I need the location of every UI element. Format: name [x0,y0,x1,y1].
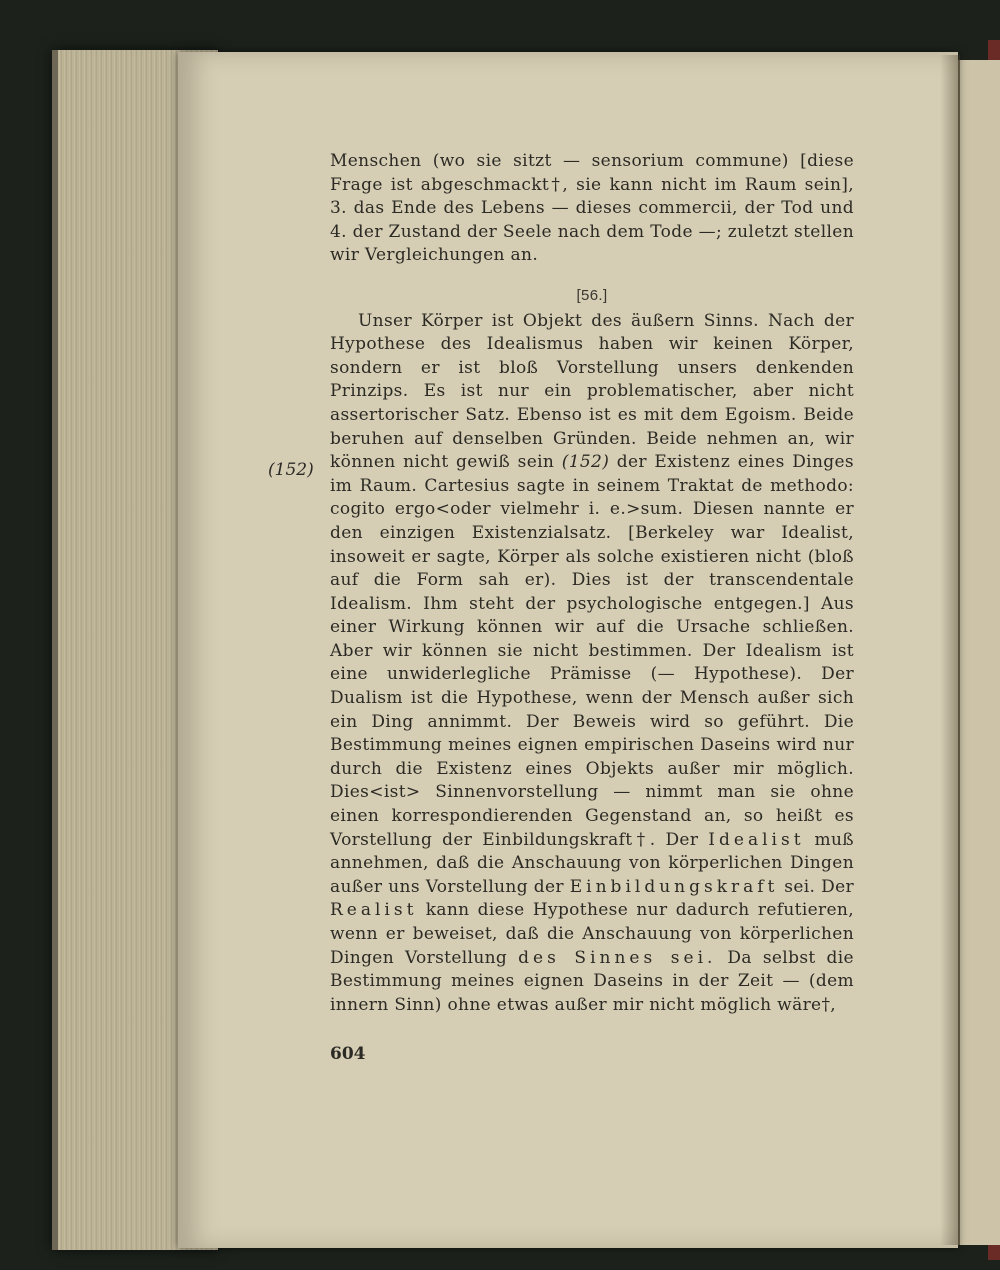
text-segment: muß annehmen, daß die Anschauung von körperlichen Dingen außer uns Vorstellung der [330,829,854,897]
text-segment: Da selbst die Bestimmung meines eignen Daseins in der Zeit — (dem innern Sinn) ohne etwas außer mir nicht möglich wäre†, [330,947,854,1015]
text-segment: der Existenz eines Dinges im Raum. Cartesius sagte in seinem Traktat de methodo: cogito ergo<oder vielmehr i. e.>sum. Diesen nannte er den einzigen Existenzialsatz. [Berkeley war Idealist, insoweit er sagte, Körper als solche existieren nicht (bloß auf die Form sah er). Dies ist der transcendentale Idealism. Ihm steht der psychologische entgegen.] Aus einer Wirkung können wir auf die Ursache schließen. Aber wir können sie nicht bestimmen. Der Idealism ist eine unwiderlegliche Prämisse (— Hypothese). Der Dualism ist die Hypothese, wenn der Mensch außer sich ein Ding annimmt. Der Beweis wird so geführt. Die Bestimmung meines eignen empirischen Daseins wird nur durch die Existenz eines Objekts außer mir möglich. Dies<ist> Sinnenvorstellung — nimmt man sie ohne einen korrespondierenden Gegenstand an, so heißt es Vorstellung der Einbildungskraft†. Der [330,452,854,850]
paragraph-main [330,310,854,1018]
section-marker: [56.] [576,286,608,304]
text-segment: kann diese Hypothese nur dadurch refutieren, wenn er beweiset, daß die Anschauung von körperlichen Dingen Vorstellung [330,900,854,968]
spaced-term-realist: Realist [330,900,418,921]
spaced-term-idealist: Idealist [708,829,805,850]
page-number: 604 [330,1044,366,1064]
spaced-term-einbildungskraft: Einbildungskraft [569,876,779,897]
inline-reference: (152) [561,452,610,473]
facing-page-edge [958,60,1000,1245]
page-text [330,150,854,1017]
paragraph-continued: Menschen (wo sie sitzt — sensorium commune) [diese Frage ist abgeschmackt†, sie kann nicht im Raum sein], 3. das Ende des Lebens — dieses commercii, der Tod und 4. der Zustand der Seele nach dem Tode —; zuletzt stellen wir Vergleichungen an. [330,151,854,266]
text-segment: sei. Der [784,876,854,897]
gutter-shadow [940,55,960,1245]
margin-reference: (152) [268,460,314,480]
text-segment: Unser Körper ist Objekt des äußern Sinns. Nach der Hypothese des Idealismus haben wir keinen Körper, sondern er ist bloß Vorstellung unsers denkenden Prinzips. Es ist nur ein problematischer, aber nicht assertorischer Satz. Ebenso ist es mit dem Egoism. Beide beruhen auf denselben Gründen. Beide nehmen an, wir können nicht gewiß sein [330,310,854,473]
spaced-term-des-sinnes-sei: des Sinnes sei. [518,947,717,968]
